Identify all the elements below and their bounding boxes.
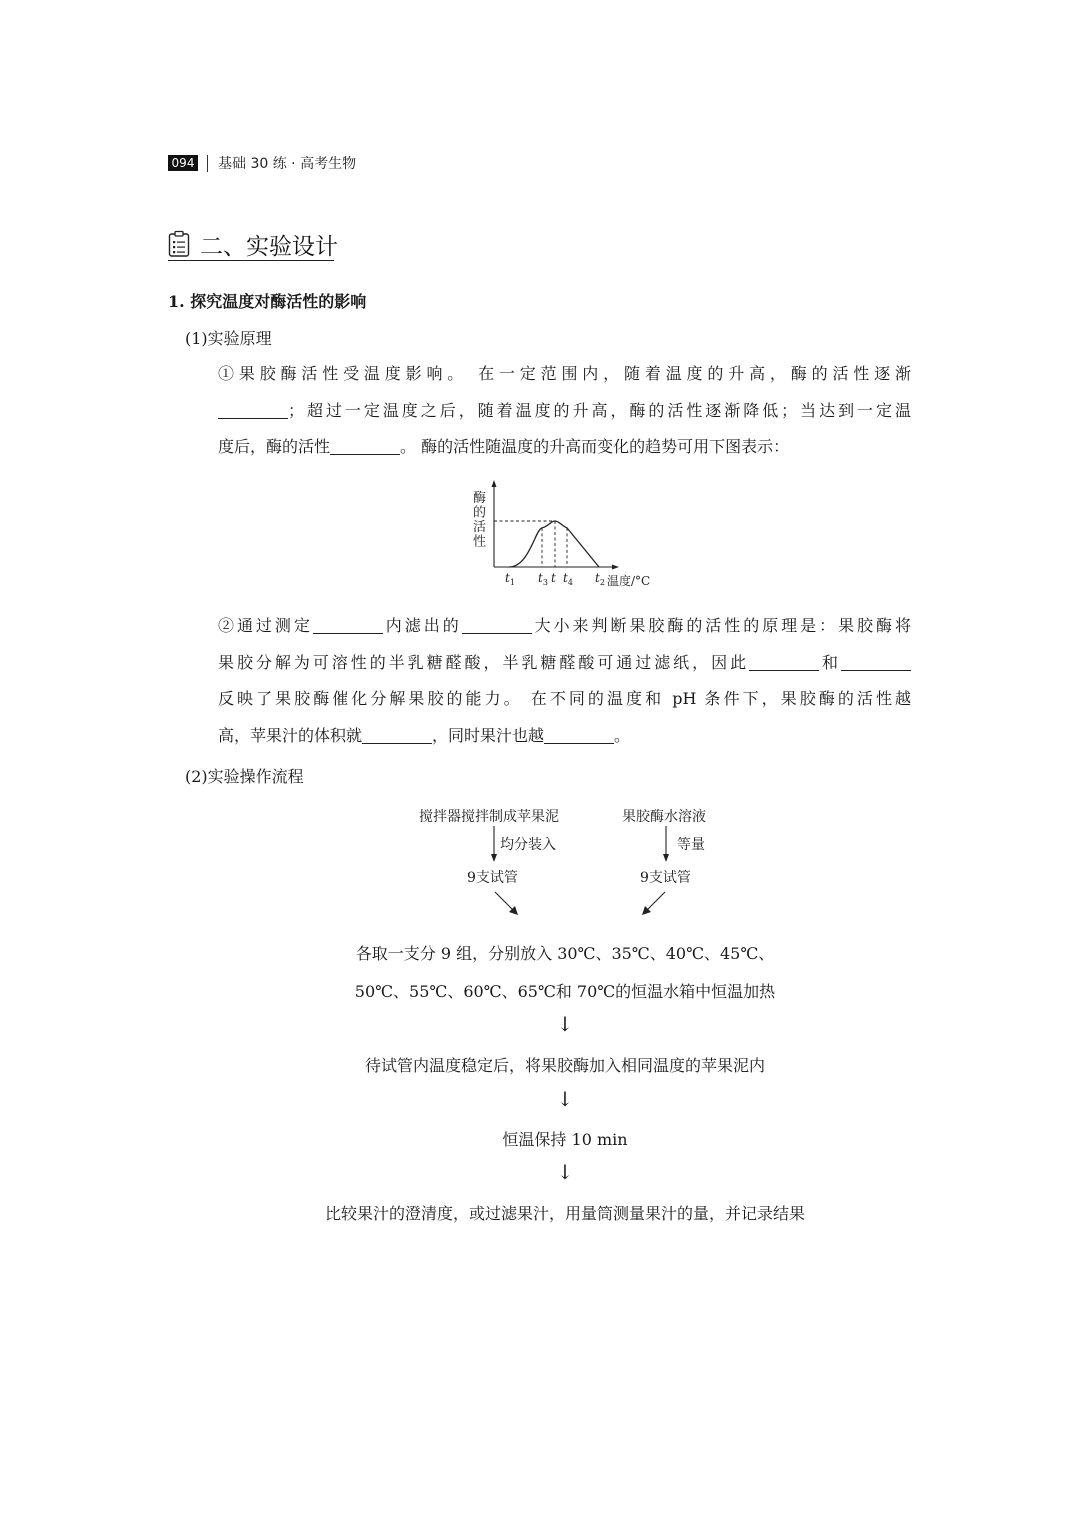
x-tick-label: $t_1$ — [505, 571, 515, 587]
step-4: 比较果汁的澄清度，或过滤果汁，用量筒测量果汁的量，并记录结果 — [324, 1204, 805, 1223]
para1-line3: 度后，酶的活性 。 酶的活性随温度的升高而变化的趋势可用下图表示： — [218, 437, 790, 456]
procedure-heading: (2)实验操作流程 — [185, 767, 304, 786]
para1-line1: ①果胶酶活性受温度影响。 在一定范围内，随着温度的升高，酶的活性逐渐 — [218, 364, 911, 383]
chart-xlabel: 温度/°C — [607, 574, 651, 588]
chart-guides — [494, 521, 567, 567]
page-number: 094 — [168, 155, 198, 171]
left-action: 均分装入 — [500, 837, 556, 853]
para2-line4: 高，苹果汁的体积就 ，同时果汁也越 。 — [218, 725, 631, 745]
flow-arrow-icon: ↓ — [556, 1160, 574, 1184]
fill-blank — [330, 436, 400, 455]
fill-blank — [218, 400, 288, 419]
fill-blank — [313, 615, 383, 634]
section-underline — [168, 260, 334, 261]
para2-line1: ②通过测定 内滤出的 大小来判断果胶酶的活性的原理是：果胶酶将 — [218, 616, 911, 635]
right-merge-arrow-icon — [640, 891, 666, 917]
header-divider — [207, 155, 208, 172]
chart-ticks — [505, 571, 605, 587]
principle-paragraph-1 — [218, 356, 911, 466]
principle-heading: (1)实验原理 — [185, 329, 272, 348]
right-down-arrow-icon — [660, 826, 672, 862]
clipboard-icon — [168, 230, 190, 258]
principle-paragraph-2 — [218, 608, 911, 754]
book-title: 基础 30 练 · 高考生物 — [218, 156, 357, 172]
y-label-char: 性 — [473, 534, 487, 550]
chart-ylabel — [473, 491, 486, 550]
fill-blank — [841, 652, 911, 671]
fill-blank — [544, 725, 614, 744]
step-2: 待试管内温度稳定后，将果胶酶加入相同温度的苹果泥内 — [364, 1056, 765, 1075]
left-down-arrow-icon — [488, 826, 500, 862]
para2-line2: 果胶分解为可溶性的半乳糖醛酸，半乳糖醛酸可通过滤纸，因此 和 — [218, 645, 911, 682]
step-1-line-2: 50℃、55℃、60℃、65℃和 70℃的恒温水箱中恒温加热 — [354, 982, 776, 1001]
para1-line2: ；超过一定温度之后，随着温度的升高，酶的活性逐渐降低；当达到一定温 — [218, 393, 911, 430]
fill-blank — [362, 725, 432, 744]
enzyme-activity-chart — [465, 478, 665, 594]
topic-title: 1. 探究温度对酶活性的影响 — [168, 292, 367, 311]
y-label-char: 的 — [473, 505, 487, 521]
step-1-line-1: 各取一支分 9 组，分别放入 30℃、35℃、40℃、45℃、 — [355, 944, 775, 963]
right-result: 9支试管 — [640, 870, 691, 886]
flow-arrow-icon: ↓ — [556, 1087, 574, 1111]
fill-blank — [749, 652, 819, 671]
y-label-char: 酶 — [473, 491, 487, 506]
step-3: 恒温保持 10 min — [502, 1130, 628, 1149]
flow-arrow-icon: ↓ — [556, 1012, 574, 1036]
fill-blank — [462, 615, 532, 634]
left-result: 9支试管 — [467, 870, 518, 886]
section-title: 二、实验设计 — [200, 234, 338, 260]
x-tick-label: $t_4$ — [563, 571, 573, 587]
left-source: 搅拌器搅拌制成苹果泥 — [419, 809, 559, 825]
x-tick-label: $t_3$ — [538, 571, 548, 587]
chart-curve — [509, 521, 599, 567]
left-merge-arrow-icon — [494, 891, 520, 917]
para2-line3: 反映了果胶酶催化分解果胶的能力。 在不同的温度和 pH 条件下，果胶酶的活性越 — [218, 689, 911, 708]
x-tick-label: $t_2$ — [595, 571, 605, 587]
right-action: 等量 — [677, 837, 705, 853]
x-tick-label: t — [551, 571, 556, 585]
y-label-char: 活 — [473, 520, 487, 535]
right-source: 果胶酶水溶液 — [622, 809, 706, 825]
